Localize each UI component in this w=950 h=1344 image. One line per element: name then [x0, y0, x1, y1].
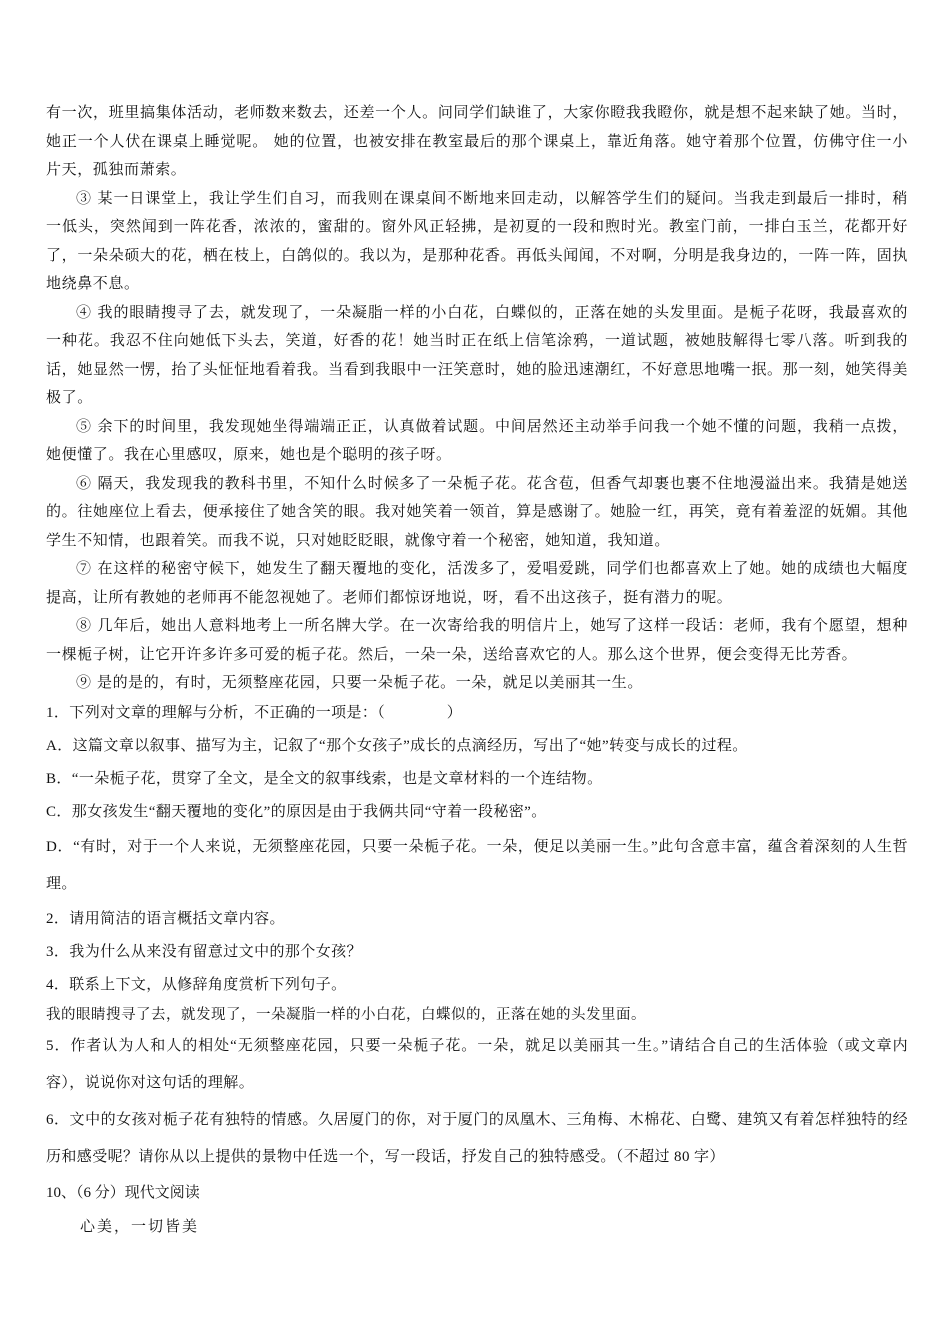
question-2: 2．请用简洁的语言概括文章内容。: [46, 910, 285, 927]
question-1-option-d: D．“有时，对于一个人来说，无须整座花园，只要一朵栀子花。一朵，便足以美丽一生。”此句含意丰富，蕴含着深刻的人生哲理。: [46, 838, 908, 892]
passage-paragraph-7: ⑦ 在这样的秘密守候下，她发生了翻天覆地的变化，活泼多了，爱唱爱跳，同学们也都喜欢上了她。她的成绩也大幅度提高，让所有教她的老师再不能忽视她了。老师们都惊讶地说，呀，看不出这孩子，挺有潜力的呢。: [46, 559, 908, 606]
question-1: 1．下列对文章的理解与分析，不正确的一项是：（ ）: [46, 704, 463, 721]
passage-paragraph-9: ⑨ 是的是的，有时，无须整座花园，只要一朵栀子花。一朵，就足以美丽其一生。: [76, 673, 643, 691]
question-1-option-c: C．那女孩发生“翻天覆地的变化”的原因是由于我俩共同“守着一段秘密”。: [46, 803, 547, 820]
passage-paragraph-intro: 有一次，班里搞集体活动，老师数来数去，还差一个人。问同学们缺谁了，大家你瞪我我瞪你，就是想不起来缺了她。当时，她正一个人伏在课桌上睡觉呢。 她的位置，也被安排在教室最后的那个课桌上，靠近角落。她守着那个位置，仿佛守住一小片天，孤独而萧索。: [46, 103, 908, 178]
question-4-quote: 我的眼睛搜寻了去，就发现了，一朵凝脂一样的小白花，白蝶似的，正落在她的头发里面。: [46, 1006, 646, 1023]
passage-paragraph-5: ⑤ 余下的时间里，我发现她坐得端端正正，认真做着试题。中间居然还主动举手问我一个她不懂的问题，我稍一点拨，她便懂了。我在心里感叹，原来，她也是个聪明的孩子呀。: [46, 416, 908, 463]
question-1-option-b: B．“一朵栀子花，贯穿了全文，是全文的叙事线索，也是文章材料的一个连结物。: [46, 770, 603, 787]
question-5: 5．作者认为人和人的相处“无须整座花园，只要一朵栀子花。一朵，就足以美丽其一生。”请结合自己的生活体验（或文章内容），说说你对这句话的理解。: [46, 1037, 908, 1091]
section-10-title: 心美，一切皆美: [80, 1216, 200, 1235]
passage-paragraph-4: ④ 我的眼睛搜寻了去，就发现了，一朵凝脂一样的小白花，白蝶似的，正落在她的头发里面。是栀子花呀，我最喜欢的一种花。我忍不住向她低下头去，笑道，好香的花！她当时正在纸上信笔涂鸦，一道试题，被她肢解得七零八落。听到我的话，她显然一愣，抬了头怔怔地看着我。当看到我眼中一汪笑意时，她的脸迅速潮红，不好意思地嘴一抿。那一刻，她笑得美极了。: [46, 302, 908, 406]
passage-paragraph-3: ③ 某一日课堂上，我让学生们自习，而我则在课桌间不断地来回走动，以解答学生们的疑问。当我走到最后一排时，稍一低头，突然闻到一阵花香，浓浓的，蜜甜的。窗外风正轻拂，是初夏的一段和煦时光。教室门前，一排白玉兰，花都开好了，一朵朵硕大的花，栖在枝上，白鸽似的。我以为，是那种花香。再低头闻闻，不对啊，分明是我身边的，一阵一阵，固执地绕鼻不息。: [46, 188, 908, 292]
question-4: 4．联系上下文，从修辞角度赏析下列句子。: [46, 976, 347, 993]
question-3: 3．我为什么从来没有留意过文中的那个女孩？: [46, 943, 362, 960]
question-1-option-a: A．这篇文章以叙事、描写为主，记叙了“那个女孩子”成长的点滴经历，写出了“她”转变与成长的过程。: [46, 737, 748, 754]
document-page: [46, 98, 908, 1242]
passage-paragraph-6: ⑥ 隔天，我发现我的教科书里，不知什么时候多了一朵栀子花。花含苞，但香气却裹也裹不住地漫溢出来。我猜是她送的。往她座位上看去，便承接住了她含笑的眼。我对她笑着一领首，算是感谢了。她脸一红，再笑，竟有着羞涩的妩媚。其他学生不知情，也跟着笑。而我不说，只对她眨眨眼，就像守着一个秘密，她知道，我知道。: [46, 473, 908, 549]
passage-paragraph-8: ⑧ 几年后，她出人意料地考上一所名牌大学。在一次寄给我的明信片上，她写了这样一段话：老师，我有个愿望，想种一棵栀子树，让它开许多许多可爱的栀子花。然后，一朵一朵，送给喜欢它的人。那么这个世界，便会变得无比芳香。: [46, 616, 908, 663]
section-10-heading: 10、（6 分）现代文阅读: [46, 1184, 200, 1201]
question-6: 6．文中的女孩对栀子花有独特的情感。久居厦门的你，对于厦门的凤凰木、三角梅、木棉花、白鹭、建筑又有着怎样独特的经历和感受呢？请你从以上提供的景物中任选一个，写一段话，抒发自己的独特感受。（不超过 80 字）: [46, 1111, 908, 1165]
